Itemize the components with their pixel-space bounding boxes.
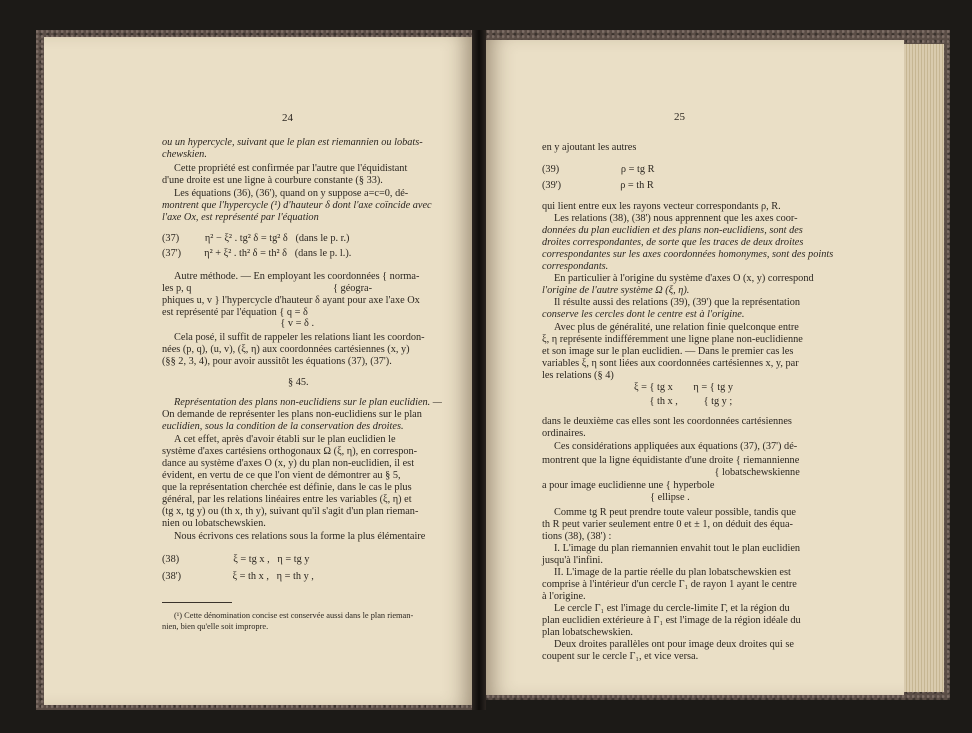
text-line: plan euclidien extérieure à Γ₁ est l'image de la région idéale du — [542, 615, 801, 626]
text-line: plan lobatschewskien. — [542, 627, 633, 638]
text-line: et son image sur le plan euclidien. — Dans le premier cas les — [542, 346, 794, 357]
right-page — [486, 40, 904, 695]
text-line: Ces considérations appliquées aux équations (37), (37') dé- — [554, 441, 798, 452]
text-line: nées (p, q), (u, v), (ξ, η) aux coordonnées cartésiennes (x, y) — [162, 344, 410, 355]
section-heading: § 45. — [288, 377, 309, 388]
text-line: { v = δ . — [162, 318, 315, 329]
right-page-number: 25 — [674, 111, 685, 123]
text-line: chewskien. — [162, 149, 207, 160]
text-line: est représenté par l'équation { q = δ — [162, 307, 308, 318]
text-line: l'axe Ox, est représenté par l'équation — [162, 212, 319, 223]
text-line: jusqu'à l'infini. — [542, 555, 603, 566]
text-line: montrent que l'hypercycle (¹) d'hauteur δ dont l'axe coïncide avec — [162, 200, 432, 211]
equation-37-prime: (37') η² + ξ² . th² δ = th² δ (dans le p. l.). — [162, 248, 352, 259]
text-line: th R peut varier seulement entre 0 et ± 1, on déduit des équa- — [542, 519, 793, 530]
text-line: Comme tg R peut prendre toute valeur possible, tandis que — [554, 507, 796, 518]
text-line: que la représentation cherchée est définie, dans le cas le plus — [162, 482, 412, 493]
text-line: En particulier à l'origine du système d'axes O (x, y) correspond — [554, 273, 814, 284]
text-line: (tg x, tg y) ou (th x, th y), suivant qu'il s'agit d'un plan rieman- — [162, 506, 419, 517]
equation-39-prime: (39') ρ = th R — [542, 180, 654, 191]
text-line: en y ajoutant les autres — [542, 142, 637, 153]
text-line: conserve les cercles dont le centre est à l'origine. — [542, 309, 745, 320]
text-line: correspondantes sur les axes coordonnées homonymes, sont des points — [542, 249, 834, 260]
text-line: phiques u, v } l'hypercycle d'hauteur δ ayant pour axe l'axe Ox — [162, 295, 420, 306]
text-line: correspondants. — [542, 261, 609, 272]
footnote-divider — [162, 602, 232, 603]
text-line: variables ξ, η sont liées aux coordonnées cartésiennes x, y, par — [542, 358, 799, 369]
text-line: évident, en vertu de ce que l'on vient de démontrer au § 5, — [162, 470, 401, 481]
equation-38: (38) ξ = tg x , η = tg y — [162, 554, 310, 565]
text-line: droites correspondantes, de sorte que les traces de deux droites — [542, 237, 804, 248]
text-line: Le cercle Γ₁ est l'image du cercle-limite Γ, et la région du — [554, 603, 790, 614]
text-line: { ellipse . — [542, 492, 690, 503]
text-line: euclidien, sous la condition de la conservation des droites. — [162, 421, 404, 432]
relation-system: { th x , { tg y ; — [634, 396, 733, 407]
text-line: Les équations (36), (36'), quand on y suppose a=c=0, dé- — [174, 188, 409, 199]
text-line: dans le deuxième cas elles sont les coordonnées cartésiennes — [542, 416, 792, 427]
text-line: a pour image euclidienne une { hyperbole — [542, 480, 715, 491]
text-line: l'origine de l'autre système Ω (ξ, η). — [542, 285, 690, 296]
book-gutter — [472, 30, 486, 710]
equation-38-prime: (38') ξ = th x , η = th y , — [162, 571, 314, 582]
text-line: dance au système d'axes O (x, y) du plan non-euclidien, il est — [162, 458, 415, 469]
text-line: A cet effet, après d'avoir établi sur le plan euclidien le — [174, 434, 396, 445]
text-line: montrent que la ligne équidistante d'une droite { riemannienne — [542, 455, 800, 466]
text-line: coupent sur le cercle Γ₁, et vice versa. — [542, 651, 699, 662]
text-line: { lobatschewskienne — [542, 467, 800, 478]
text-line: les relations (§ 4) — [542, 370, 614, 381]
left-page-number: 24 — [282, 112, 293, 124]
relation-system: ξ = { tg x η = { tg y — [634, 382, 733, 393]
text-line: nien ou lobatschewskien. — [162, 518, 266, 529]
text-line: d'une droite est une ligne à courbure constante (§ 33). — [162, 175, 383, 186]
text-line: tions (38), (38') : — [542, 531, 612, 542]
text-line: comprise à l'intérieur d'un cercle Γ₁ de rayon 1 ayant le centre — [542, 579, 797, 590]
text-line: On demande de représenter les plans non-euclidiens sur le plan — [162, 409, 422, 420]
text-line: ξ, η représente indifféremment une ligne plane non-euclidienne — [542, 334, 803, 345]
text-line: général, par les relations linéaires entre les variables (ξ, η) et — [162, 494, 412, 505]
footnote-line: nien, bien qu'elle soit impropre. — [162, 622, 269, 631]
page-edges — [904, 44, 944, 692]
text-line: Deux droites parallèles ont pour image deux droites qui se — [554, 639, 794, 650]
text-line: II. L'image de la partie réelle du plan lobatschewskien est — [554, 567, 791, 578]
left-page — [44, 37, 472, 705]
text-line: ordinaires. — [542, 428, 586, 439]
text-line: les p, q { géogra- — [162, 283, 372, 294]
text-line: I. L'image du plan riemannien envahit tout le plan euclidien — [554, 543, 801, 554]
text-line: Nous écrivons ces relations sous la forme la plus élémentaire — [174, 531, 426, 542]
equation-37: (37) η² − ξ² . tg² δ = tg² δ (dans le p. r.) — [162, 233, 350, 244]
text-line: données du plan euclidien et des plans non-euclidiens, sont des — [542, 225, 803, 236]
equation-39: (39) ρ = tg R — [542, 164, 655, 175]
text-line: Autre méthode. — En employant les coordonnées { norma- — [174, 271, 420, 282]
text-line: Représentation des plans non-euclidiens sur le plan euclidien. — — [174, 397, 442, 408]
text-line: système d'axes cartésiens orthogonaux Ω (ξ, η), en correspon- — [162, 446, 418, 457]
text-line: ou un hypercycle, suivant que le plan est riemannien ou lobats- — [162, 137, 423, 148]
text-line: Les relations (38), (38') nous apprennent que les axes coor- — [554, 213, 798, 224]
text-line: qui lient entre eux les rayons vecteur correspondants ρ, R. — [542, 201, 781, 212]
text-line: Cela posé, il suffit de rappeler les relations liant les coordon- — [174, 332, 425, 343]
text-line: (§§ 2, 3, 4), pour avoir aussitôt les équations (37), (37'). — [162, 356, 392, 367]
footnote-line: (¹) Cette dénomination concise est conservée aussi dans le plan rieman- — [174, 611, 414, 620]
text-line: à l'origine. — [542, 591, 586, 602]
text-line: Avec plus de généralité, une relation finie quelconque entre — [554, 322, 799, 333]
text-line: Il résulte aussi des relations (39), (39') que la représentation — [554, 297, 801, 308]
text-line: Cette propriété est confirmée par l'autre que l'équidistant — [174, 163, 408, 174]
